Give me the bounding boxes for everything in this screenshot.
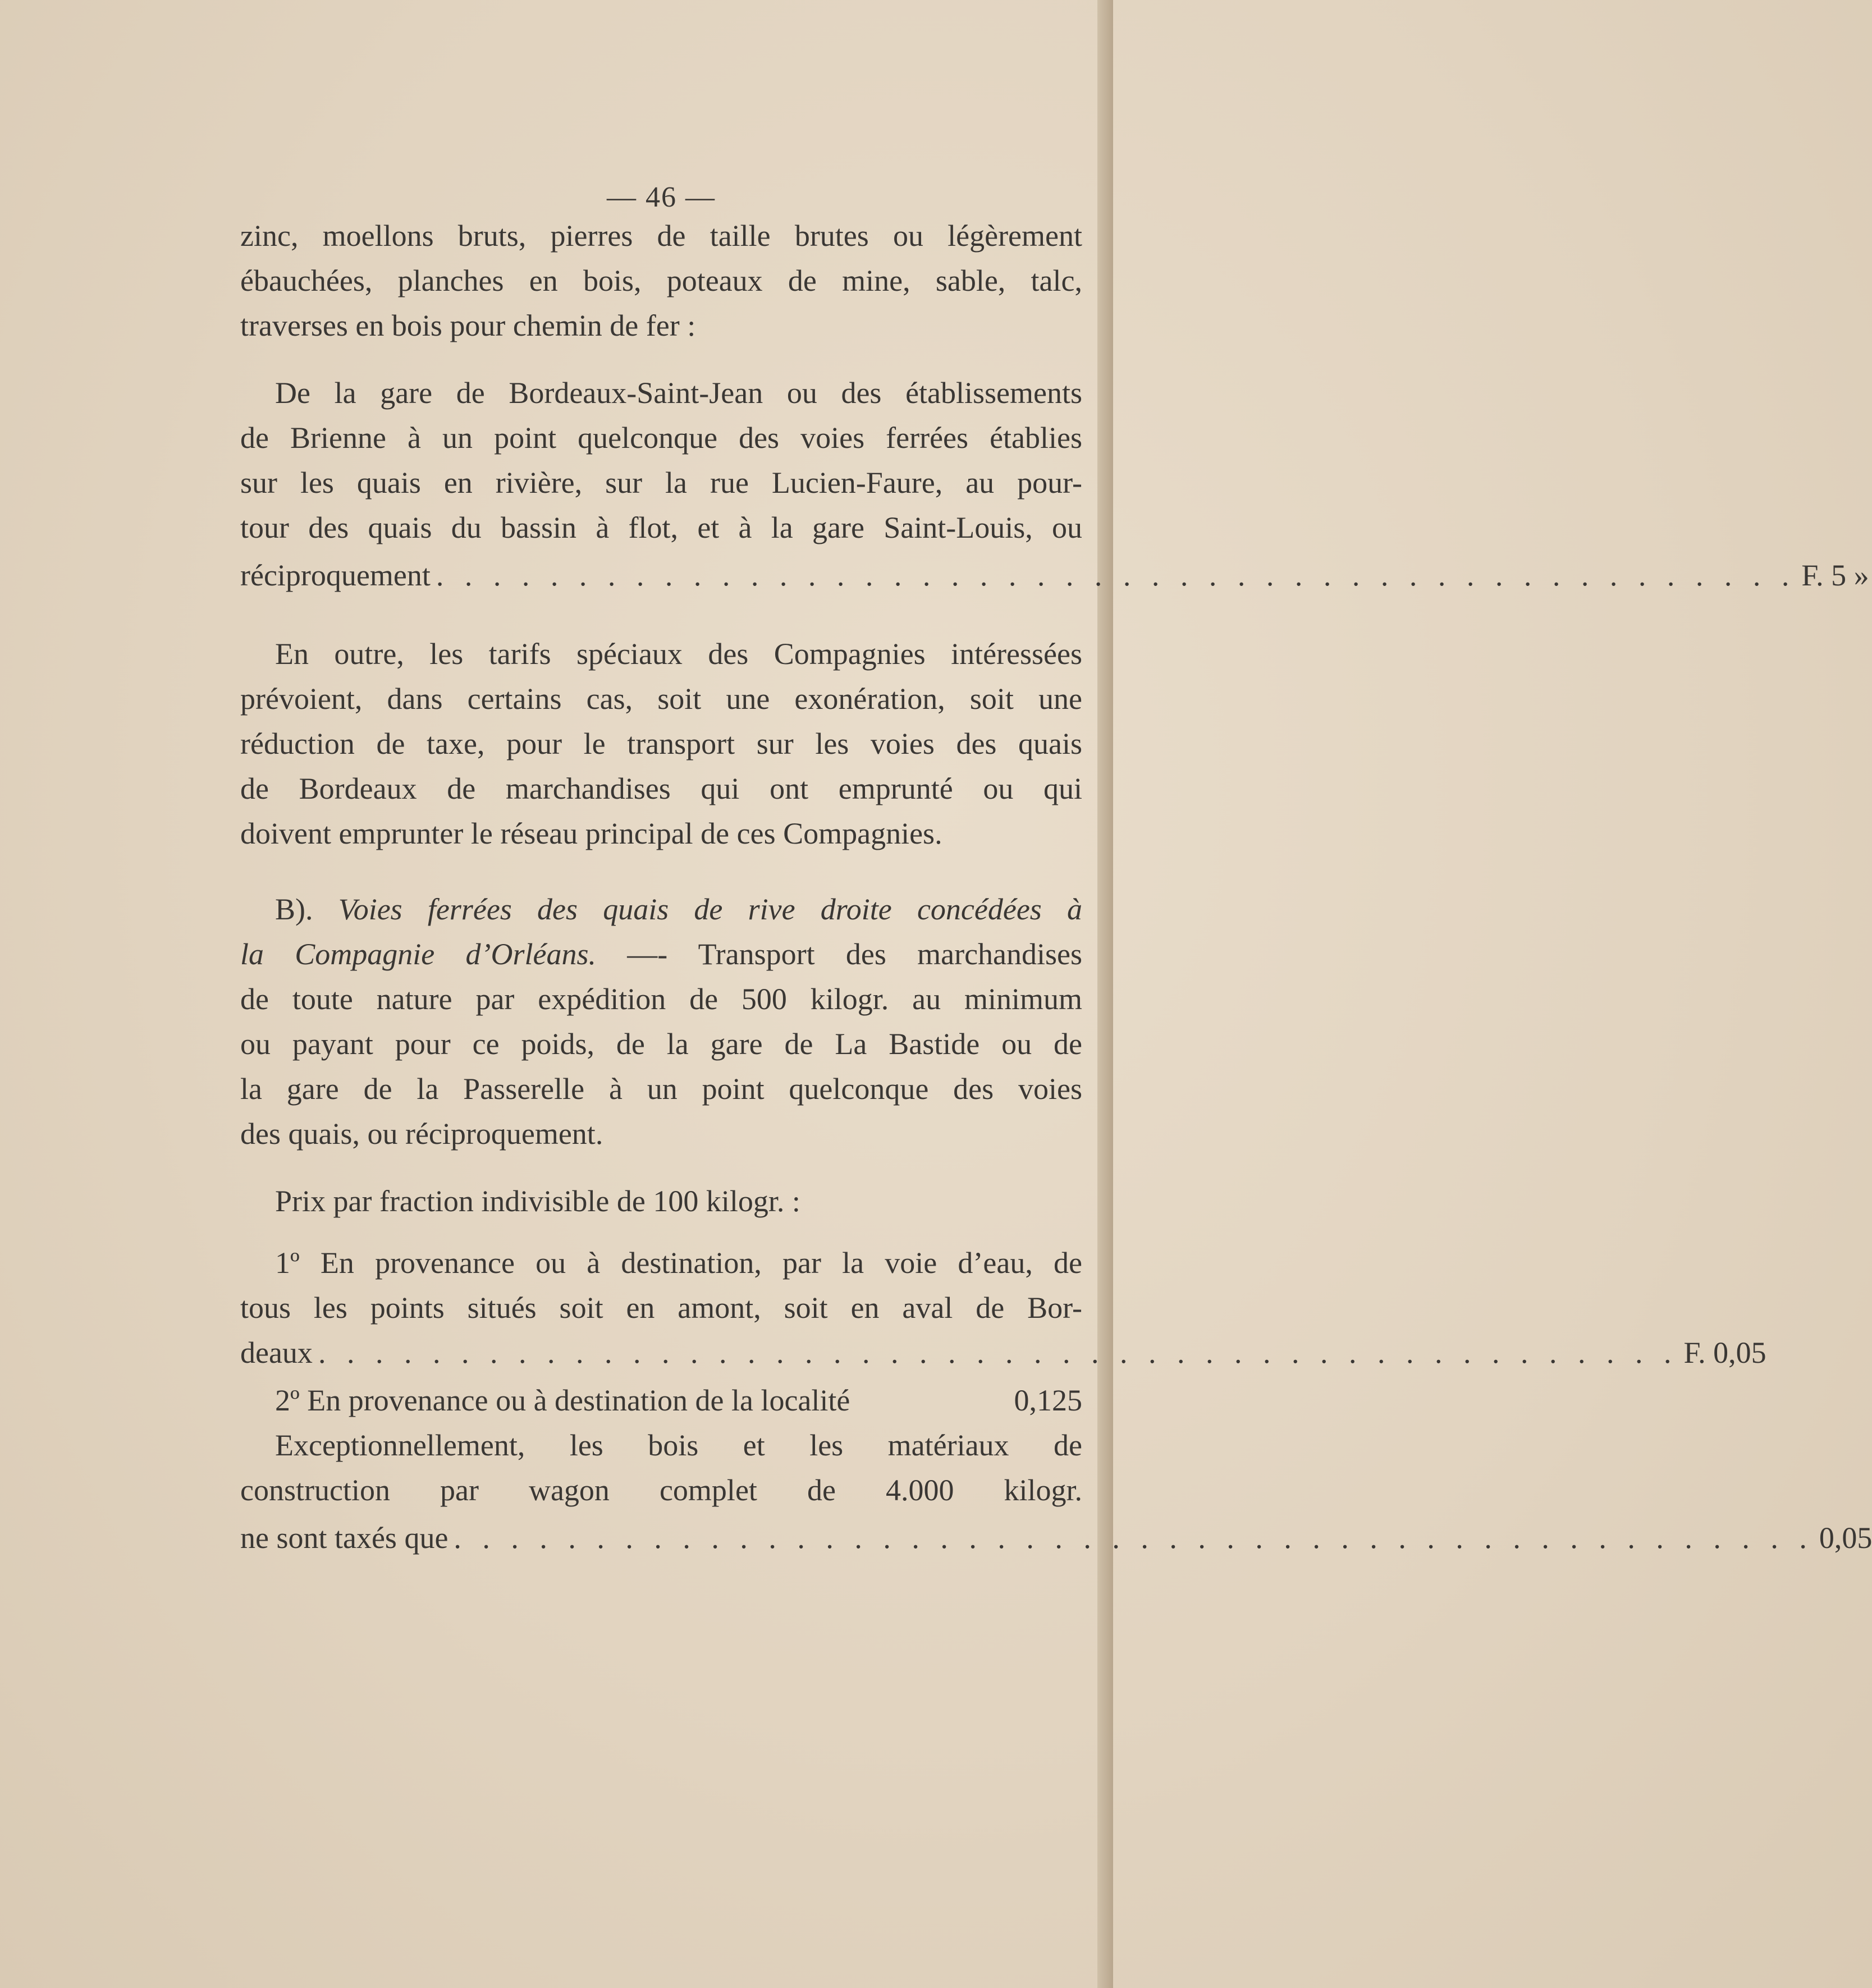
- text-line: réduction de taxe, pour le transport sur les voies des quais: [240, 727, 1082, 761]
- text-line: En outre, les tarifs spéciaux des Compagnies intéressées: [275, 637, 1082, 671]
- text-line: ébauchées, planches en bois, poteaux de mine, sable, talc,: [240, 264, 1082, 297]
- text-line: tour des quais du bassin à flot, et à la gare Saint-Louis, ou: [240, 511, 1082, 544]
- text-line: prévoient, dans certains cas, soit une exonération, soit une: [240, 682, 1082, 716]
- price-row: [240, 1515, 1872, 1560]
- price-label: 2º En provenance ou à destination de la localité: [275, 1384, 850, 1417]
- text-line: doivent emprunter le réseau principal de ces Compagnies.: [240, 817, 942, 850]
- section-heading-line: [240, 932, 1082, 977]
- price-label: ne sont taxés que: [240, 1521, 448, 1555]
- dot-leader: . . . . . . . . . . . . . . . . . . . . . . . . . . . . . . . . . . . . . . . . . . . . . . . .: [436, 558, 1796, 592]
- text-line: construction par wagon complet de 4.000 kilogr.: [240, 1473, 1082, 1507]
- text-line: de Bordeaux de marchandises qui ont emprunté ou qui: [240, 772, 1082, 805]
- page-edge: [1097, 0, 1113, 1988]
- price-value: 0,125: [1014, 1384, 1082, 1417]
- text-line: de Brienne à un point quelconque des voies ferrées établies: [240, 421, 1082, 455]
- text-line: des quais, ou réciproquement.: [240, 1117, 603, 1151]
- text-line: de toute nature par expédition de 500 kilogr. au minimum: [240, 982, 1082, 1016]
- text-line: la gare de la Passerelle à un point quelconque des voies: [240, 1072, 1082, 1106]
- price-value: F. 5 »: [1801, 558, 1869, 592]
- section-title-part: la Compagnie d’Orléans.: [240, 937, 597, 971]
- section-heading-line: [240, 887, 1082, 932]
- text-line: tous les points situés soit en amont, soit en aval de Bor-: [240, 1291, 1082, 1325]
- text-line: Prix par fraction indivisible de 100 kilogr. :: [275, 1184, 800, 1218]
- price-value: 0,05: [1819, 1521, 1872, 1555]
- price-label: deaux: [240, 1336, 313, 1369]
- price-row: [240, 1378, 1082, 1423]
- text-line: zinc, moellons bruts, pierres de taille brutes ou légèrement: [240, 219, 1082, 253]
- text-line: ou payant pour ce poids, de la gare de La Bastide ou de: [240, 1027, 1082, 1061]
- text-line: sur les quais en rivière, sur la rue Lucien-Faure, au pour-: [240, 466, 1082, 500]
- dot-leader: . . . . . . . . . . . . . . . . . . . . . . . . . . . . . . . . . . . . . . . . . . . . . . . .: [454, 1521, 1814, 1555]
- text-line: traverses en bois pour chemin de fer :: [240, 309, 696, 342]
- dot-leader: . . . . . . . . . . . . . . . . . . . . . . . . . . . . . . . . . . . . . . . . . . . . . . . .: [318, 1336, 1678, 1369]
- price-row: [240, 1330, 1766, 1375]
- price-label: réciproquement: [240, 558, 431, 592]
- section-text: —- Transport des marchandises: [627, 937, 1083, 971]
- price-value: F. 0,05: [1683, 1336, 1766, 1369]
- section-title-part: Voies ferrées des quais de rive droite concédées à: [338, 892, 1082, 926]
- price-row: [240, 553, 1869, 598]
- page-number: — 46 —: [607, 181, 716, 213]
- text-line: 1º En provenance ou à destination, par la voie d’eau, de: [275, 1246, 1082, 1280]
- text-line: Exceptionnellement, les bois et les matériaux de: [275, 1428, 1082, 1462]
- section-prefix: B).: [275, 892, 313, 926]
- text-line: De la gare de Bordeaux-Saint-Jean ou des établissements: [275, 376, 1082, 410]
